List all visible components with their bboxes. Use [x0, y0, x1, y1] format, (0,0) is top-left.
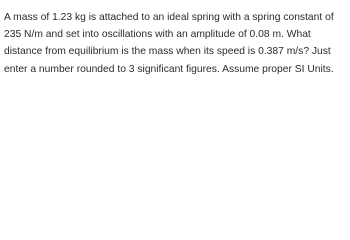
question-line-4: enter a number rounded to 3 significant figures. Assume proper SI Units.: [4, 63, 334, 75]
question-line-3: distance from equilibrium is the mass when its speed is 0.387 m/s? Just: [4, 46, 331, 58]
question-line-1: A mass of 1.23 kg is attached to an ideal spring with a spring constant of: [4, 12, 334, 23]
question-line-2: 235 N/m and set into oscillations with an amplitude of 0.08 m. What: [4, 29, 311, 41]
question-text: [4, 9, 350, 78]
